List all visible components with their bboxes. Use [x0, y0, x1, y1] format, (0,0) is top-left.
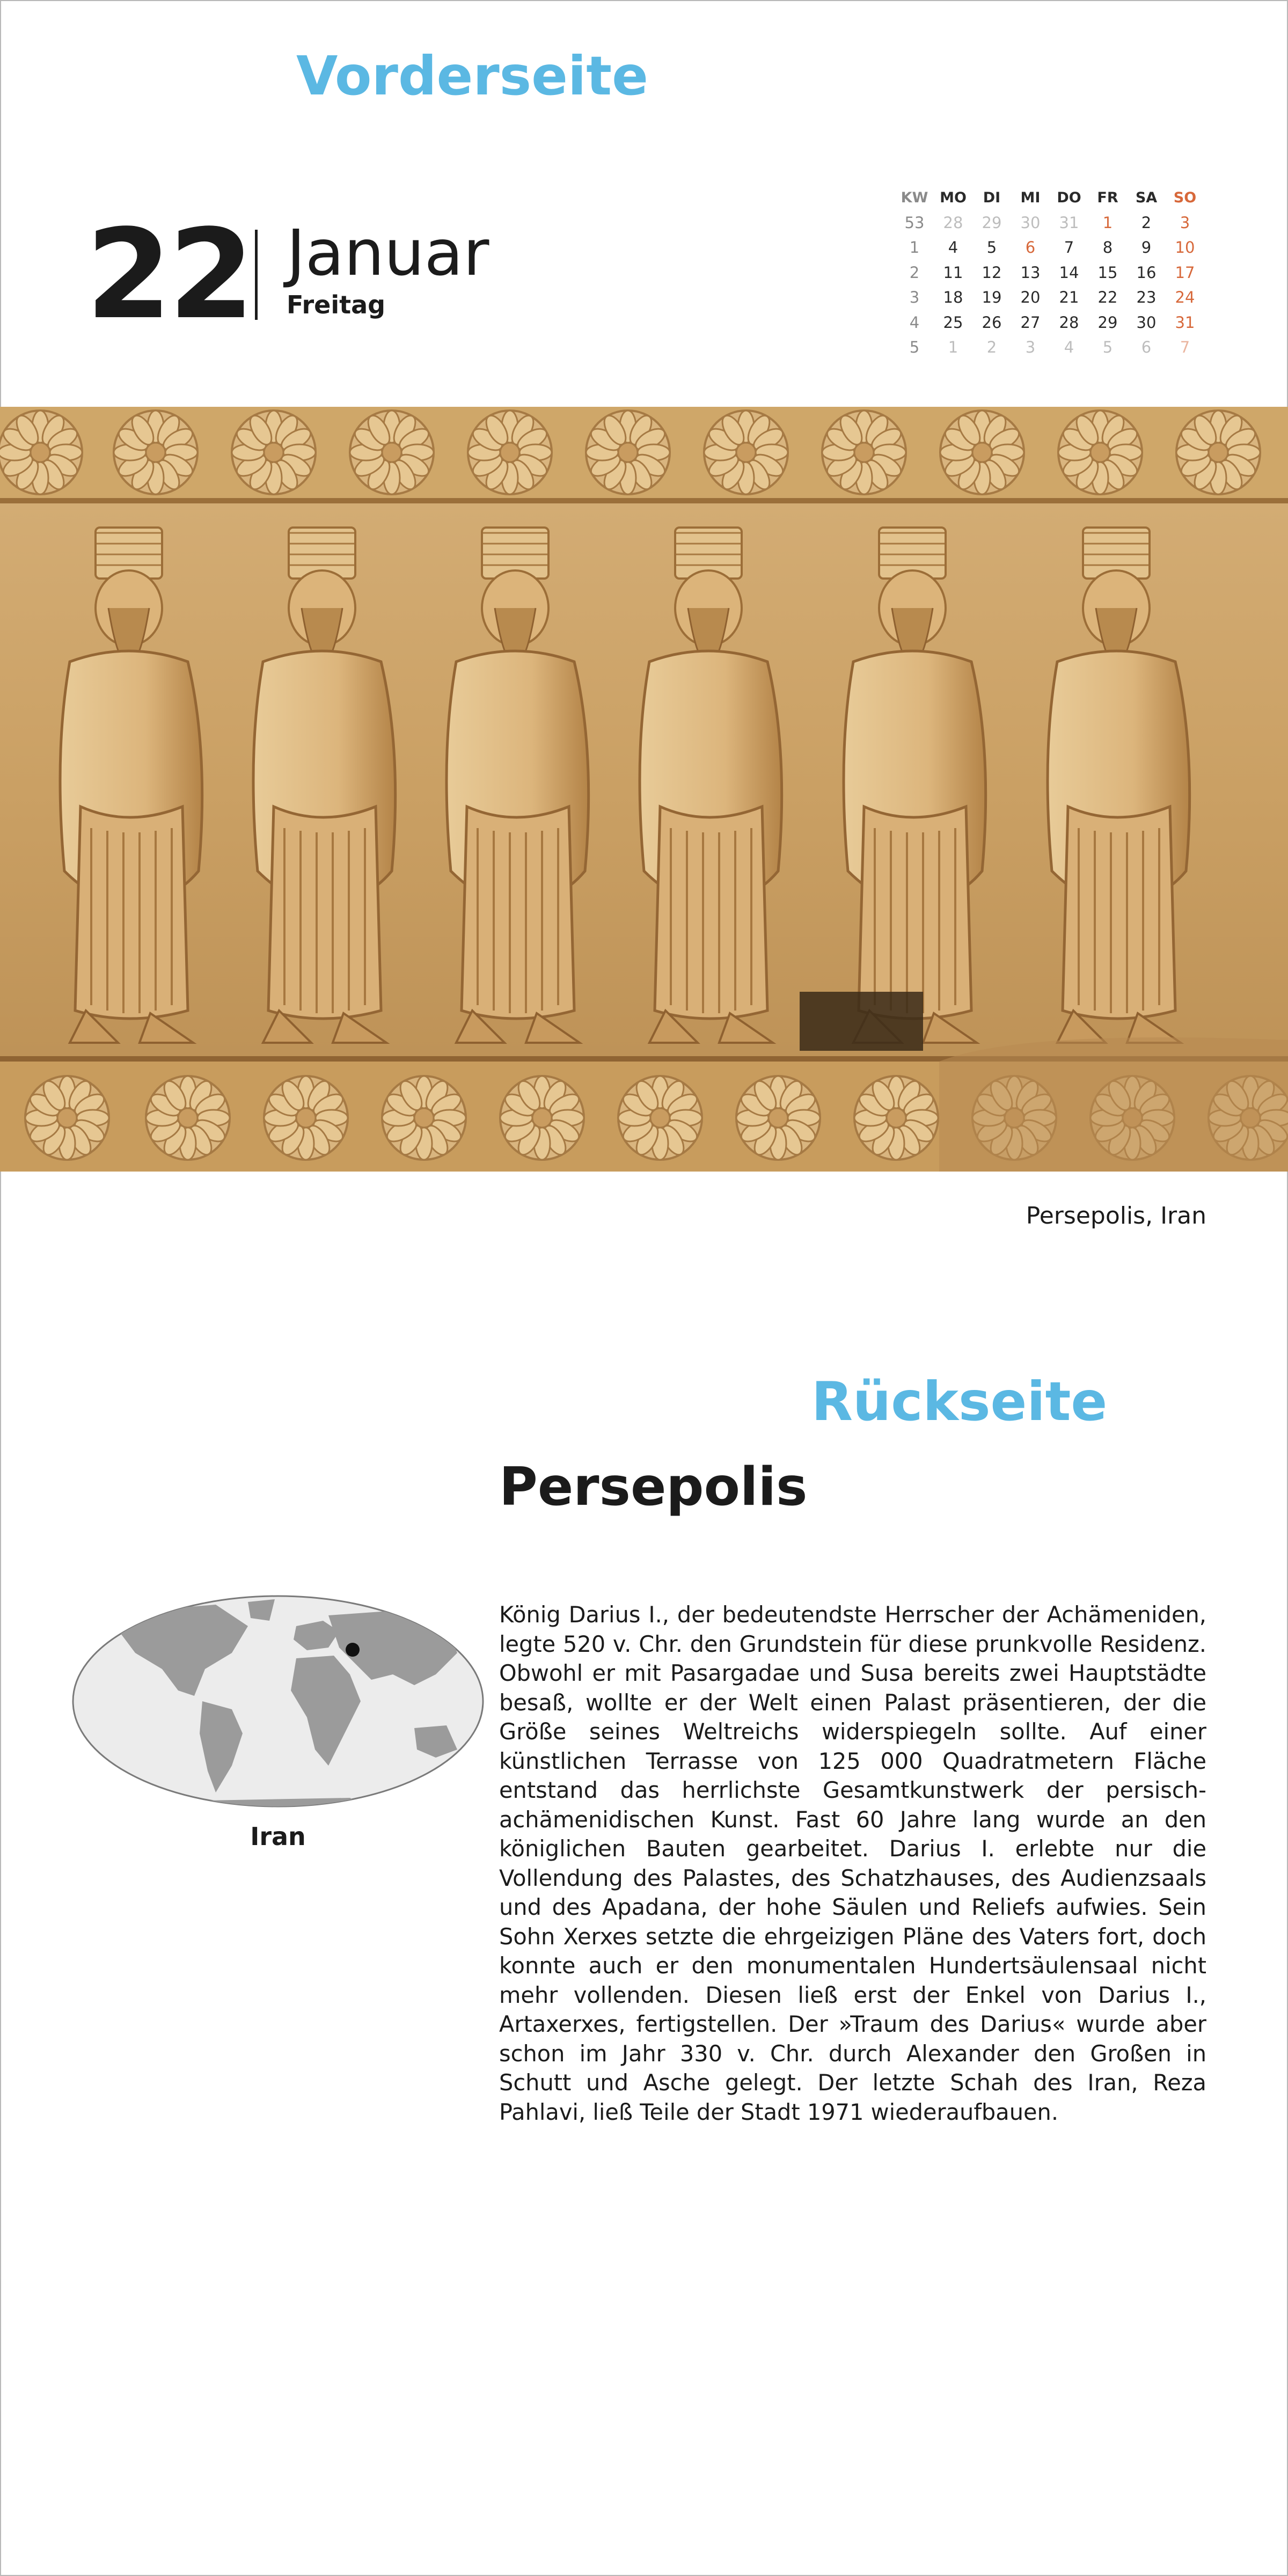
calendar-day-cell: 6 [1025, 238, 1036, 257]
calendar-day-cell: 3 [1025, 338, 1036, 357]
calendar-week-row [895, 335, 1204, 360]
article-body: König Darius I., der bedeutendste Herrscher der Achämeniden, legte 520 v. Chr. den Grundstein für diese prunkvolle Residenz. Obwohl er mit Pasargadae und Susa bereits zwei Hauptstädte besaß, wollte er der Welt einen Palast präsentieren, der die Größe seines Weltreichs widerspiegeln sollte. Auf einer künstlichen Terrasse von 125 000 Quadratmetern Fläche entstand das herrlichste Gesamtkunstwerk der persisch-achämenidischen Kunst. Fast 60 Jahre lang wurde an den königlichen Bauten gearbeitet. Darius I. erlebte nur die Vollendung des Palastes, des Schatzhauses, des Audienzsaals und des Apadana, der hohe Säulen und Reliefs aufwies. Sein Sohn Xerxes setzte die ehrgeizigen Pläne des Vaters fort, doch konnte auch er den monumentalen Hundertsäulensaal nicht mehr vollenden. Diesen ließ erst der Enkel von Darius I., Artaxerxes, fertigstellen. Der »Traum des Darius« wurde aber schon im Jahr 330 v. Chr. durch Alexander den Großen in Schutt und Asche gelegt. Der letzte Schah des Iran, Reza Pahlavi, ließ Teile der Stadt 1971 wiederaufbauen. [499, 1601, 1206, 2125]
calendar-day-cell: 4 [1064, 338, 1074, 357]
calendar-week-number: 4 [909, 313, 920, 332]
calendar-header-cell: DO [1057, 189, 1081, 206]
calendar-day-cell: 3 [1180, 213, 1190, 232]
world-map [71, 1594, 485, 1811]
calendar-day-cell: 5 [986, 238, 997, 257]
mini-calendar [895, 185, 1204, 360]
calendar-day-cell: 7 [1064, 238, 1074, 257]
calendar-week-number: 1 [909, 238, 920, 257]
map-label: Iran [250, 1822, 306, 1851]
calendar-header-cell: FR [1097, 189, 1118, 206]
calendar-day-cell: 1 [1102, 213, 1113, 232]
calendar-day-cell: 2 [1141, 213, 1152, 232]
calendar-week-row [895, 285, 1204, 310]
calendar-day-cell: 1 [948, 338, 958, 357]
calendar-day-cell: 31 [1175, 313, 1195, 332]
front-side-label: Vorderseite [296, 45, 648, 107]
persepolis-relief-photo [0, 407, 1288, 1172]
calendar-day-cell: 22 [1097, 288, 1118, 307]
calendar-day-cell: 25 [943, 313, 963, 332]
calendar-day-cell: 27 [1020, 313, 1041, 332]
calendar-day-cell: 29 [1097, 313, 1118, 332]
calendar-header-cell: SA [1135, 189, 1158, 206]
calendar-day-cell: 30 [1136, 313, 1157, 332]
calendar-day-cell: 12 [982, 263, 1002, 282]
calendar-day-cell: 28 [1059, 313, 1079, 332]
calendar-day-cell: 2 [986, 338, 997, 357]
calendar-day-cell: 29 [982, 213, 1002, 232]
month-name: Januar [287, 216, 489, 290]
calendar-day-cell: 21 [1059, 288, 1079, 307]
calendar-day-cell: 15 [1097, 263, 1118, 282]
calendar-day-cell: 13 [1020, 263, 1041, 282]
calendar-day-cell: 8 [1102, 238, 1113, 257]
calendar-day-cell: 11 [943, 263, 963, 282]
calendar-day-cell: 24 [1175, 288, 1195, 307]
calendar-week-number: 5 [909, 338, 920, 357]
calendar-day-cell: 20 [1020, 288, 1041, 307]
calendar-week-row [895, 210, 1204, 236]
calendar-week-row [895, 310, 1204, 335]
calendar-header-cell: MI [1020, 189, 1041, 206]
calendar-week-row [895, 260, 1204, 286]
calendar-day-cell: 5 [1102, 338, 1113, 357]
calendar-day-cell: 14 [1059, 263, 1079, 282]
calendar-day-cell: 28 [943, 213, 963, 232]
calendar-day-cell: 23 [1136, 288, 1157, 307]
back-side-label: Rückseite [811, 1370, 1108, 1433]
article-title: Persepolis [499, 1457, 808, 1518]
calendar-day-cell: 30 [1020, 213, 1041, 232]
calendar-day-cell: 17 [1175, 263, 1195, 282]
calendar-header-cell: MO [940, 189, 967, 206]
calendar-day-cell: 31 [1059, 213, 1079, 232]
calendar-day-cell: 26 [982, 313, 1002, 332]
day-number: 22 [86, 203, 252, 347]
photo-caption: Persepolis, Iran [1026, 1202, 1206, 1230]
calendar-day-cell: 18 [943, 288, 963, 307]
calendar-day-cell: 10 [1175, 238, 1195, 257]
calendar-week-row [895, 235, 1204, 260]
calendar-day-cell: 7 [1180, 338, 1190, 357]
iran-location-marker [346, 1643, 360, 1657]
calendar-header-cell: DI [983, 189, 1001, 206]
calendar-week-number: 3 [909, 288, 920, 307]
weekday-name: Freitag [287, 290, 386, 319]
calendar-day-cell: 16 [1136, 263, 1157, 282]
calendar-week-number: 53 [904, 213, 925, 232]
calendar-day-cell: 6 [1141, 338, 1152, 357]
calendar-week-number: 2 [909, 263, 920, 282]
calendar-header-cell: KW [901, 189, 928, 206]
date-divider [255, 230, 258, 320]
calendar-day-cell: 19 [982, 288, 1002, 307]
calendar-day-cell: 9 [1141, 238, 1152, 257]
calendar-day-cell: 4 [948, 238, 958, 257]
calendar-header-cell: SO [1173, 189, 1197, 206]
